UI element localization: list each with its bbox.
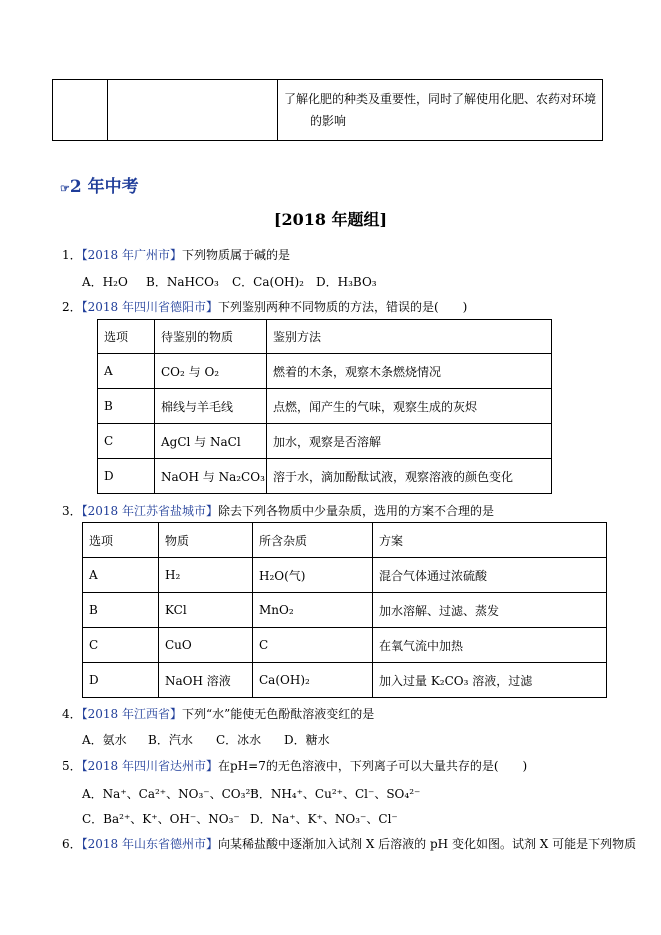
table-cell: D — [98, 459, 155, 494]
table-cell: 溶于水，滴加酚酞试液，观察溶液的颜色变化 — [267, 459, 552, 494]
table-cell: NaOH 溶液 — [159, 663, 253, 698]
header-cell: 选项 — [83, 523, 159, 558]
table-header-row — [98, 320, 552, 354]
table-cell: C — [253, 628, 373, 663]
header-cell: 选项 — [98, 320, 155, 354]
header-cell: 所含杂质 — [253, 523, 373, 558]
table-cell: A — [83, 558, 159, 593]
table-cell: AgCl 与 NaCl — [155, 424, 267, 459]
question-number: 2． — [62, 300, 82, 314]
question-6 — [62, 835, 636, 852]
question-number: 6． — [62, 837, 82, 851]
section-heading — [60, 172, 139, 197]
table-cell: 混合气体通过浓硫酸 — [373, 558, 607, 593]
table-cell: 棉线与羊毛线 — [155, 389, 267, 424]
question-source-tag: 【2018 年山东省德州市】 — [81, 837, 218, 851]
table-cell: NaOH 与 Na₂CO₃ — [155, 459, 267, 494]
table-cell: CO₂ 与 O₂ — [155, 354, 267, 389]
curriculum-cell-3 — [278, 80, 603, 141]
curriculum-cell-2 — [108, 80, 278, 141]
question-4 — [62, 705, 374, 722]
table-cell: A — [98, 354, 155, 389]
question-1 — [62, 246, 290, 263]
question-text: 下列物质属于碱的是 — [182, 248, 291, 262]
table-cell: 加水溶解、过滤、蒸发 — [373, 593, 607, 628]
header-cell: 待鉴别的物质 — [155, 320, 267, 354]
q2-table — [97, 319, 552, 494]
question-text: 在pH=7的无色溶液中，下列离子可以大量共存的是( ) — [218, 759, 528, 773]
question-number: 4． — [62, 707, 82, 721]
table-row — [83, 558, 607, 593]
q4-option-a: A．氨水 — [82, 733, 127, 747]
q1-option-b: B．NaHCO₃ — [146, 275, 219, 289]
header-cell: 鉴别方法 — [267, 320, 552, 354]
question-text: 下列鉴别两种不同物质的方法，错误的是( ) — [218, 300, 468, 314]
question-source-tag: 【2018 年江苏省盐城市】 — [81, 504, 218, 518]
hand-pointer-icon: ☞ — [60, 182, 70, 195]
q3-table — [82, 522, 607, 698]
table-cell: Ca(OH)₂ — [253, 663, 373, 698]
q5-option-a: A．Na⁺、Ca²⁺、NO₃⁻、CO₃²⁻ — [82, 787, 257, 801]
table-cell: C — [98, 424, 155, 459]
table-cell: KCl — [159, 593, 253, 628]
table-row — [98, 389, 552, 424]
curriculum-cell-1 — [53, 80, 108, 141]
question-number: 5． — [62, 759, 82, 773]
q4-option-b: B．汽水 — [148, 733, 193, 747]
q5-option-b: B．NH₄⁺、Cu²⁺、Cl⁻、SO₄²⁻ — [250, 787, 421, 801]
question-3 — [62, 502, 494, 519]
table-row — [98, 354, 552, 389]
curriculum-line-2: 的影响 — [310, 114, 347, 128]
table-cell: 加水，观察是否溶解 — [267, 424, 552, 459]
question-source-tag: 【2018 年四川省德阳市】 — [81, 300, 218, 314]
q5-option-d: D．Na⁺、K⁺、NO₃⁻、Cl⁻ — [250, 812, 398, 826]
table-cell: B — [98, 389, 155, 424]
q4-option-d: D．糖水 — [284, 733, 330, 747]
question-source-tag: 【2018 年广州市】 — [81, 248, 182, 262]
q1-option-a: A．H₂O — [82, 275, 128, 289]
curriculum-table — [52, 79, 603, 141]
question-number: 1． — [62, 248, 82, 262]
group-title: [2018 年题组] — [273, 210, 388, 229]
table-cell: H₂ — [159, 558, 253, 593]
table-cell: 点燃，闻产生的气味，观察生成的灰烬 — [267, 389, 552, 424]
table-row — [83, 663, 607, 698]
table-cell: H₂O(气) — [253, 558, 373, 593]
question-source-tag: 【2018 年江西省】 — [81, 707, 182, 721]
table-cell: 燃着的木条，观察木条燃烧情况 — [267, 354, 552, 389]
header-cell: 物质 — [159, 523, 253, 558]
question-2 — [62, 298, 467, 315]
question-text: 向某稀盐酸中逐渐加入试剂 X 后溶液的 pH 变化如图。试剂 X 可能是下列物质 — [218, 837, 637, 851]
question-text: 除去下列各物质中少量杂质，选用的方案不合理的是 — [218, 504, 495, 518]
table-header-row — [83, 523, 607, 558]
table-row — [98, 459, 552, 494]
question-source-tag: 【2018 年四川省达州市】 — [81, 759, 218, 773]
table-cell: 加入过量 K₂CO₃ 溶液，过滤 — [373, 663, 607, 698]
q5-option-c: C．Ba²⁺、K⁺、OH⁻、NO₃⁻ — [82, 812, 240, 826]
header-cell: 方案 — [373, 523, 607, 558]
curriculum-line-1: 了解化肥的种类及重要性，同时了解使用化肥、农药对环境 — [284, 92, 597, 106]
table-cell: B — [83, 593, 159, 628]
table-cell: MnO₂ — [253, 593, 373, 628]
section-title: 2 年中考 — [69, 177, 139, 197]
q1-option-d: D．H₃BO₃ — [316, 275, 377, 289]
table-cell: 在氧气流中加热 — [373, 628, 607, 663]
question-text: 下列“水”能使无色酚酞溶液变红的是 — [182, 707, 375, 721]
question-number: 3． — [62, 504, 82, 518]
question-5 — [62, 757, 527, 774]
table-cell: D — [83, 663, 159, 698]
table-row — [83, 593, 607, 628]
table-row — [98, 424, 552, 459]
q4-option-c: C．冰水 — [216, 733, 262, 747]
table-cell: C — [83, 628, 159, 663]
table-cell: CuO — [159, 628, 253, 663]
table-row — [83, 628, 607, 663]
q1-option-c: C．Ca(OH)₂ — [232, 275, 304, 289]
